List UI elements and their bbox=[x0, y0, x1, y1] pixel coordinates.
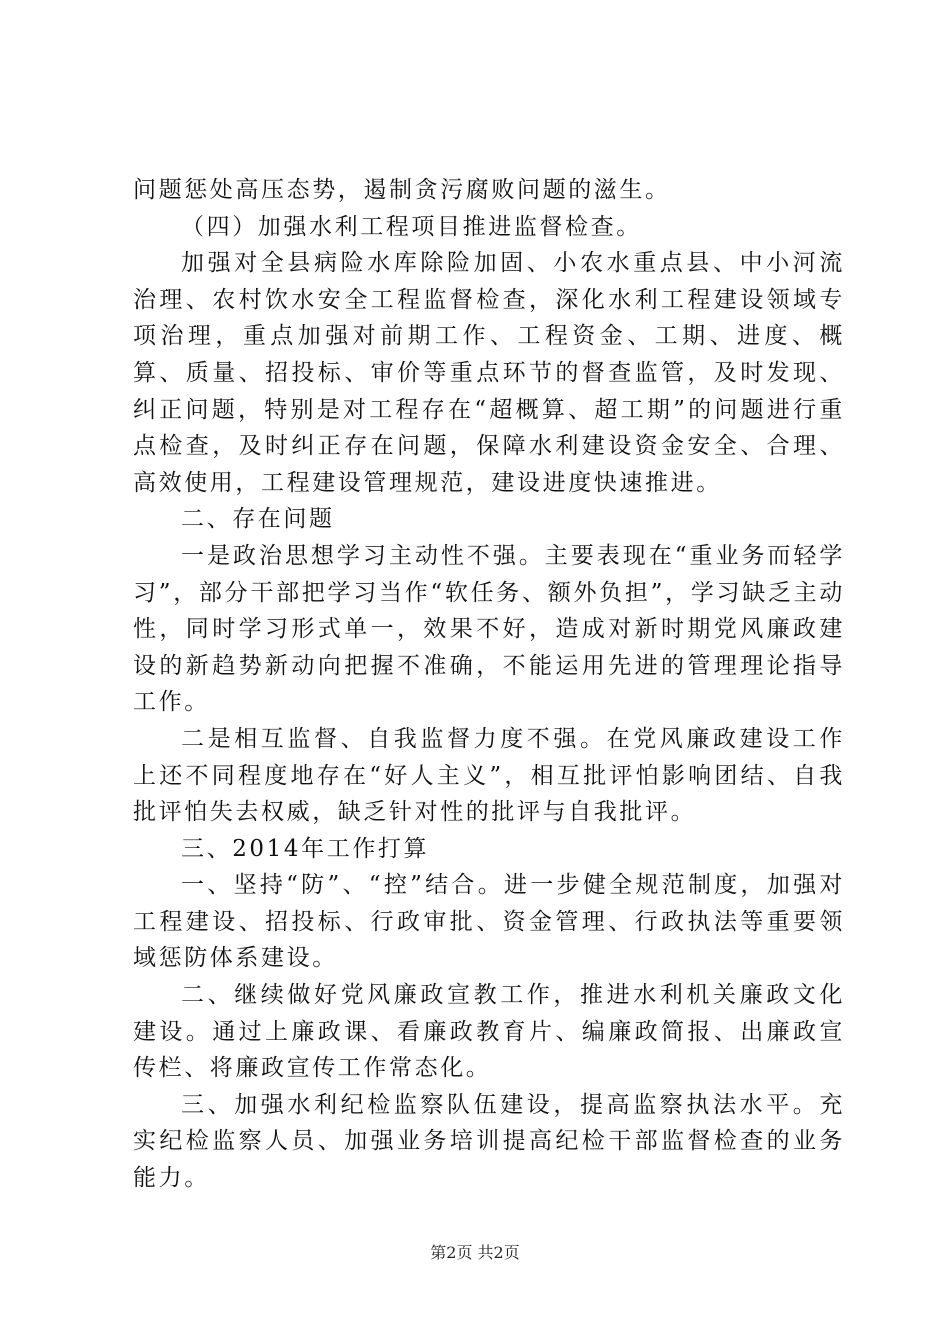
paragraph-8: 一、坚持“防”、“控”结合。进一步健全规范制度，加强对工程建设、招投标、行政审批、资金管理、行政执法等重要领域惩防体系建设。 bbox=[133, 872, 845, 972]
paragraph-10: 三、加强水利纪检监察队伍建设，提高监察执法水平。充实纪检监察人员、加强业务培训提高纪检干部监督检查的业务能力。 bbox=[133, 1091, 845, 1192]
section-heading-4: （四）加强水利工程项目推进监督检查。 bbox=[181, 213, 642, 240]
paragraph-9: 二、继续做好党风廉政宣教工作，推进水利机关廉政文化建设。通过上廉政课、看廉政教育片、编廉政简报、出廉政宣传栏、将廉政宣传工作常态化。 bbox=[133, 982, 845, 1082]
paragraph-3: 加强对全县病险水库除险加固、小农水重点县、中小河流治理、农村饮水安全工程监督检查，深化水利工程建设领域专项治理，重点加强对前期工作、工程资金、工期、进度、概算、质量、招投标、审价等重点环节的督查监管，及时发现、纠正问题，特别是对工程存在“超概算、超工期”的问题进行重点检查，及时纠正存在问题，保障水利建设资金安全、合理、高效使用，工程建设管理规范，建设进度快速推进。 bbox=[133, 250, 845, 496]
paragraph-6: 二是相互监督、自我监督力度不强。在党风廉政建设工作上还不同程度地存在“好人主义”，相互批评怕影响团结、自我批评怕失去权威，缺乏针对性的批评与自我批评。 bbox=[133, 725, 845, 826]
section-heading-plans: 三、2014年工作打算 bbox=[181, 835, 430, 862]
page-number-footer: 第2页 共2页 bbox=[430, 1243, 520, 1262]
section-heading-problems: 二、存在问题 bbox=[181, 506, 335, 533]
paragraph-5: 一是政治思想学习主动性不强。主要表现在“重业务而轻学习”，部分干部把学习当作“软任务、额外负担”，学习缺乏主动性，同时学习形式单一，效果不好，造成对新时期党风廉政建设的新趋势新动向把握不准确，不能运用先进的管理理论指导工作。 bbox=[133, 542, 845, 716]
document-body bbox=[133, 172, 845, 1197]
paragraph-1: 问题惩处高压态势，遏制贪污腐败问题的滋生。 bbox=[133, 177, 671, 203]
